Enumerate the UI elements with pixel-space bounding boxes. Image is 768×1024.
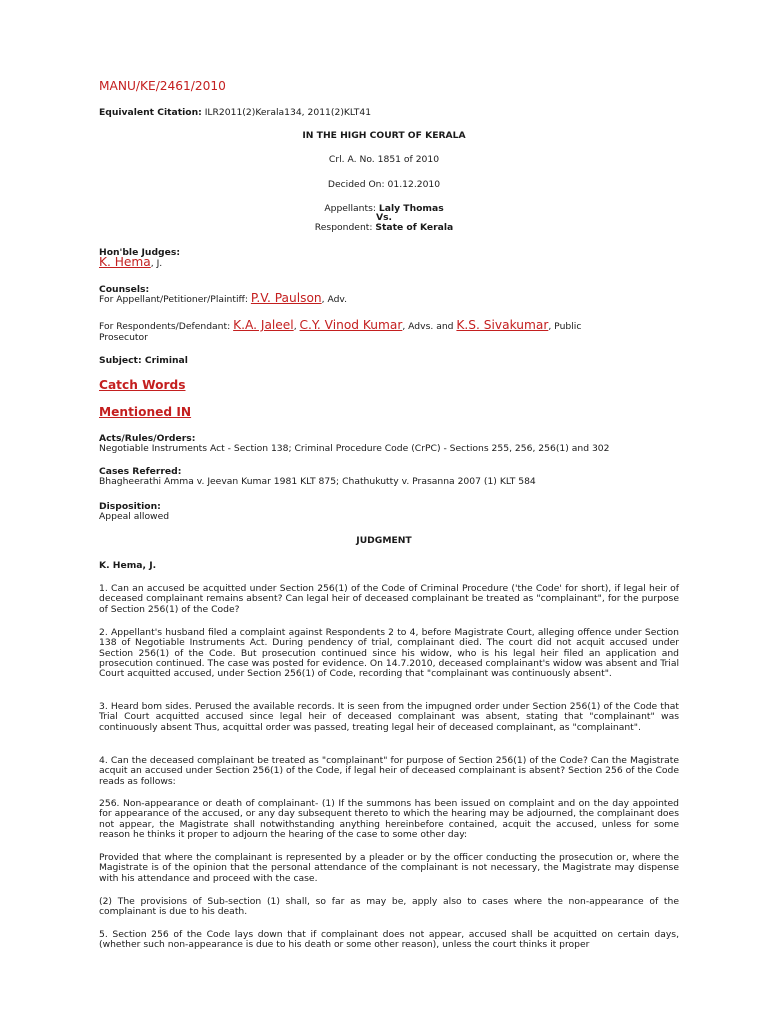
respondent-counsel-tail-line: Prosecutor bbox=[99, 332, 148, 343]
respondent-line bbox=[0, 223, 768, 233]
disposition-text: Appeal allowed bbox=[99, 511, 170, 522]
decided-on: Decided On: 01.12.2010 bbox=[327, 179, 441, 190]
respondent-counsel-link-1[interactable]: K.A. Jaleel bbox=[233, 318, 294, 332]
equivalent-citation bbox=[99, 108, 371, 118]
respondent-label: Respondent: bbox=[314, 222, 373, 233]
paragraph-7: (2) The provisions of Sub-section (1) shall, so far as may be, apply also to cases where the non-appearance of the complainant is due to his death. bbox=[99, 896, 679, 918]
judge-suffix: , J. bbox=[150, 258, 163, 269]
respondent-counsel-link-3[interactable]: K.S. Sivakumar bbox=[456, 318, 549, 332]
court-name: IN THE HIGH COURT OF KERALA bbox=[302, 130, 466, 141]
judges-line bbox=[99, 257, 162, 269]
paragraph-4: 4. Can the deceased complainant be treated as "complainant" for purpose of Section 256(1) of the Code? Can the Magistrate acquit an accused under Section 256(1) of the Code, if legal heir of deceased complainant is absent? Section 256 of the Code reads as follows: bbox=[99, 755, 679, 787]
paragraph-6: Provided that where the complainant is represented by a pleader or by the officer conducting the prosecution or, where the Magistrate is of the opinion that the personal attendance of the complainant is not necessary, the Magistrate may dispense with his attendance and proceed with the case. bbox=[99, 852, 679, 884]
appellant-counsel-prefix: For Appellant/Petitioner/Plaintiff: bbox=[99, 294, 248, 305]
appellants-label: Appellants: bbox=[324, 203, 376, 214]
judgment-heading: JUDGMENT bbox=[356, 535, 412, 546]
equivalent-citation-value: ILR2011(2)Kerala134, 2011(2)KLT41 bbox=[204, 107, 372, 118]
respondent-counsel-middle: , Advs. and bbox=[402, 321, 454, 332]
mentioned-in-link[interactable]: Mentioned IN bbox=[99, 405, 192, 419]
paragraph-2: 2. Appellant's husband filed a complaint against Respondents 2 to 4, before Magistrate Court, alleging offence under Section 138 of Negotiable Instruments Act. During pendency of trial, complainant died. The court did not acquit accused under Section 256(1) of the Code. But prosecution continued since his widow, who is his legal heir filed an application and prosecution continued. The case was posted for evidence. On 14.7.2010, deceased complainant's widow was absent and Trial Court acquitted accused, under Section 256(1) of Code, recording that "complainant was continuously absent". bbox=[99, 627, 679, 680]
disposition-heading: Disposition: bbox=[99, 501, 161, 512]
respondent-counsel-line bbox=[99, 320, 581, 332]
paragraph-3: 3. Heard bom sides. Perused the available records. It is seen from the impugned order under Section 256(1) of the Code that Trial Court acquitted accused since legal heir of deceased complainant was absent, stating that "complainant" was continuously absent Thus, acquittal order was passed, treating legal heir of deceased complainant, as "complainant". bbox=[99, 701, 679, 733]
paragraph-5: 256. Non-appearance or death of complainant- (1) If the summons has been issued on complaint and on the day appointed for appearance of the accused, or any day subsequent thereto to which the hearing may be adjourned, the complainant does not appear, the Magistrate shall notwithstanding anything hereinbefore contained, acquit the accused, unless for some reason he thinks it proper to adjourn the hearing of the case to some other day: bbox=[99, 798, 679, 840]
catch-words-link[interactable]: Catch Words bbox=[99, 378, 186, 392]
paragraph-8: 5. Section 256 of the Code lays down that if complainant does not appear, accused shall be acquitted on certain days, (whether such non-appearance is due to his death or some other reason), unless the court thinks it proper bbox=[99, 929, 679, 951]
versus: Vs. bbox=[375, 212, 393, 223]
respondent-counsel-sep: , bbox=[293, 321, 297, 332]
appellant-counsel-link[interactable]: P.V. Paulson bbox=[250, 291, 322, 305]
case-number: Crl. A. No. 1851 of 2010 bbox=[328, 154, 440, 165]
manu-reference: MANU/KE/2461/2010 bbox=[99, 79, 226, 93]
subject-line: Subject: Criminal bbox=[99, 355, 188, 366]
judges-heading: Hon'ble Judges: bbox=[99, 247, 180, 258]
judgment-author: K. Hema, J. bbox=[99, 560, 157, 571]
respondent-counsel-tail: , Public bbox=[548, 321, 582, 332]
respondent-counsel-link-2[interactable]: C.Y. Vinod Kumar bbox=[299, 318, 403, 332]
acts-text: Negotiable Instruments Act - Section 138; Criminal Procedure Code (CrPC) - Sections 255, 256, 256(1) and 302 bbox=[99, 443, 610, 454]
appellant-counsel-line bbox=[99, 293, 347, 305]
equivalent-citation-label: Equivalent Citation: bbox=[99, 107, 202, 118]
respondent-counsel-prefix: For Respondents/Defendant: bbox=[99, 321, 231, 332]
acts-heading: Acts/Rules/Orders: bbox=[99, 433, 196, 444]
paragraph-1: 1. Can an accused be acquitted under Section 256(1) of the Code of Criminal Procedure ('the Code' for short), if legal heir of deceased complainant remains absent? Can legal heir of deceased complainant be treated as "complainant", for the purpose of Section 256(1) of the Code? bbox=[99, 583, 679, 615]
judge-link[interactable]: K. Hema bbox=[99, 255, 151, 269]
counsels-heading: Counsels: bbox=[99, 284, 150, 295]
cases-heading: Cases Referred: bbox=[99, 466, 182, 477]
appellant-counsel-suffix: , Adv. bbox=[321, 294, 348, 305]
cases-text: Bhagheerathi Amma v. Jeevan Kumar 1981 KLT 875; Chathukutty v. Prasanna 2007 (1) KLT 584 bbox=[99, 476, 536, 487]
respondent-value: State of Kerala bbox=[375, 222, 454, 233]
appellants-value: Laly Thomas bbox=[378, 203, 444, 214]
